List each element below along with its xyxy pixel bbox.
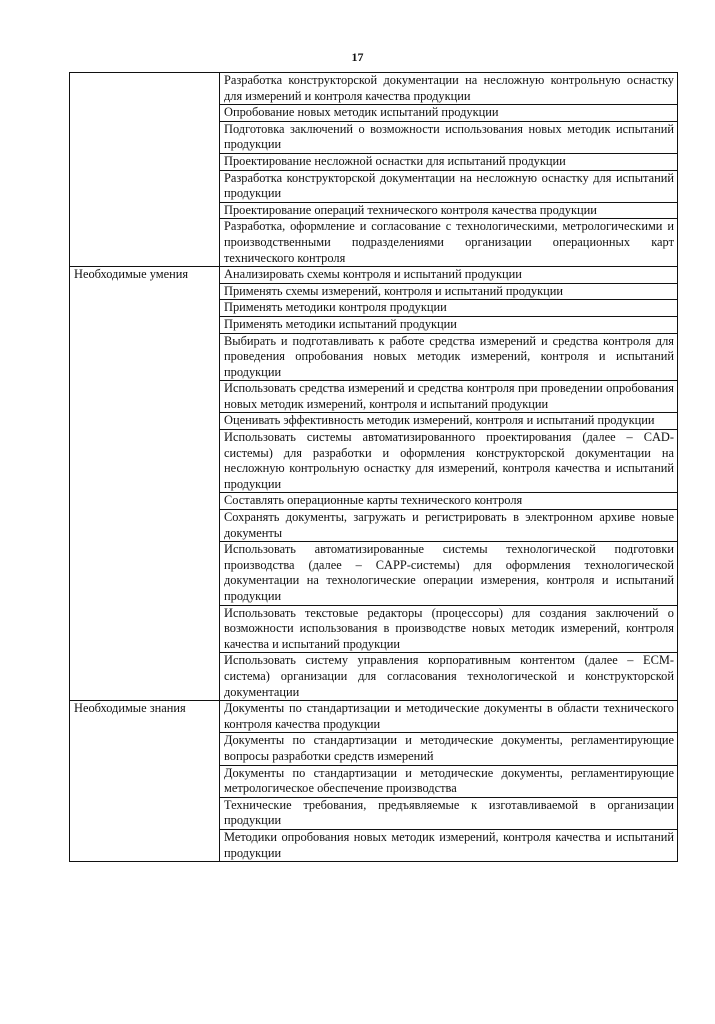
table-cell: Разработка конструкторской документации на несложную контрольную оснастку для измерений и контроля качества продукции [220,73,678,105]
table-cell: Использовать средства измерений и средства контроля при проведении опробования новых методик измерений, контроля и испытаний продукции [220,381,678,413]
table-cell: Опробование новых методик испытаний продукции [220,105,678,122]
table-cell: Использовать автоматизированные системы технологической подготовки производства (далее – CAPP-системы) для оформления технологической документации на технологические операции измерения, контроля и испытаний продукции [220,542,678,605]
table-cell: Анализировать схемы контроля и испытаний продукции [220,267,678,284]
table-cell: Технические требования, предъявляемые к изготавливаемой в организации продукции [220,797,678,829]
table-cell: Использовать систему управления корпоративным контентом (далее – ECM-система) организации для согласования технологической и конструкторской документации [220,653,678,701]
table-cell: Проектирование несложной оснастки для испытаний продукции [220,153,678,170]
table-cell: Разработка конструкторской документации на несложную оснастку для испытаний продукции [220,170,678,202]
skills-label: Необходимые умения [70,267,220,701]
page-number: 17 [351,50,364,64]
table-cell: Составлять операционные карты технического контроля [220,493,678,510]
table-row [70,267,678,284]
table-row [70,701,678,733]
table-cell: Разработка, оформление и согласование с технологическими, метрологическими и производственными подразделениями организации операционных карт технического контроля [220,219,678,267]
table-cell: Использовать системы автоматизированного проектирования (далее – CAD-системы) для разработки и оформления конструкторской документации на несложную контрольную оснастку для измерений, контроля качества и испытаний продукции [220,430,678,493]
table-cell: Подготовка заключений о возможности использования новых методик испытаний продукции [220,121,678,153]
table-cell: Документы по стандартизации и методические документы, регламентирующие метрологическое обеспечение производства [220,765,678,797]
table-cell: Документы по стандартизации и методические документы в области технического контроля качества продукции [220,701,678,733]
table-row [70,73,678,105]
knowledge-label: Необходимые знания [70,701,220,862]
table-cell: Оценивать эффективность методик измерений, контроля и испытаний продукции [220,413,678,430]
table-cell: Применять методики контроля продукции [220,300,678,317]
table-cell: Сохранять документы, загружать и регистрировать в электронном архиве новые документы [220,510,678,542]
table-cell: Документы по стандартизации и методические документы, регламентирующие вопросы разработки средств измерений [220,733,678,765]
table-cell: Методики опробования новых методик измерений, контроля качества и испытаний продукции [220,829,678,861]
continuation-label-cell [70,73,220,267]
table-cell: Использовать текстовые редакторы (процессоры) для создания заключений о возможности использования в производстве новых методик измерений, контроля качества и испытаний продукции [220,605,678,653]
table-cell: Проектирование операций технического контроля качества продукции [220,202,678,219]
requirements-table [69,72,678,862]
table-cell: Применять схемы измерений, контроля и испытаний продукции [220,283,678,300]
table-cell: Применять методики испытаний продукции [220,316,678,333]
table-cell: Выбирать и подготавливать к работе средства измерений и средства контроля для проведения опробования новых методик измерений, контроля и испытаний продукции [220,333,678,381]
